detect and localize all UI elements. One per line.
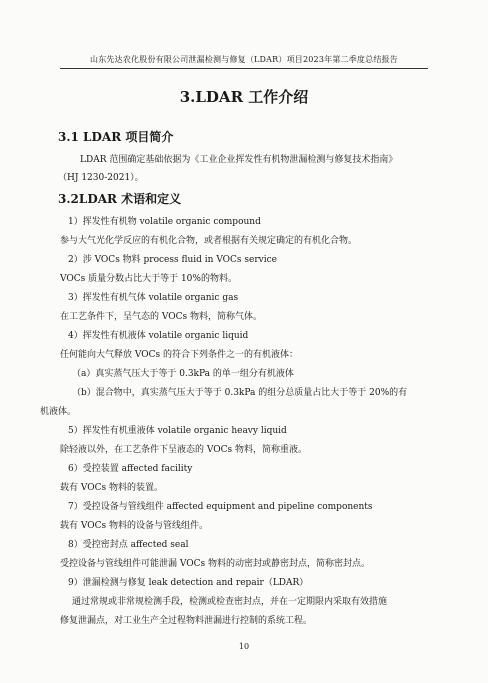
term-line: 7）受控设备与管线组件 affected equipment and pipeline components xyxy=(68,502,373,512)
condition-line: （a）真实蒸气压大于等于 0.3kPa 的单一组分有机液体 xyxy=(72,369,294,379)
header-rule xyxy=(60,68,428,69)
definition-line: 通过常规或非常规检测手段，检测或检查密封点，并在一定期限内采取有效措施 xyxy=(72,597,388,607)
running-header: 山东先达农化股份有限公司泄漏检测与修复（LDAR）项目2023年第二季度总结报告 xyxy=(90,55,398,64)
chapter-title: 3.LDAR 工作介绍 xyxy=(179,88,309,106)
section-heading-3-1: 3.1 LDAR 项目简介 xyxy=(58,130,174,144)
term-line: 6）受控装置 affected facility xyxy=(68,464,193,474)
term-line: 4）挥发性有机液体 volatile organic liquid xyxy=(68,331,249,341)
paragraph-line: LDAR 范围确定基础依据为《工业企业挥发性有机物泄漏检测与修复技术指南》 xyxy=(80,155,398,165)
definition-line: 参与大气光化学反应的有机化合物，或者根据有关规定确定的有机化合物。 xyxy=(60,236,358,246)
term-line: 2）涉 VOCs 物料 process fluid in VOCs service xyxy=(68,255,277,265)
definition-line: 载有 VOCs 物料的设备与管线组件。 xyxy=(60,521,208,531)
condition-line: （b）混合物中，真实蒸气压大于等于 0.3kPa 的组分总质量占比大于等于 20%的有 xyxy=(72,388,408,398)
definition-line: 受控设备与管线组件可能泄漏 VOCs 物料的动密封或静密封点，简称密封点。 xyxy=(60,559,370,569)
term-line: 3）挥发性有机气体 volatile organic gas xyxy=(68,293,239,303)
section-heading-3-2: 3.2LDAR 术语和定义 xyxy=(58,192,182,206)
definition-line: 修复泄漏点，对工业生产全过程物料泄漏进行控制的系统工程。 xyxy=(60,616,313,626)
paragraph-line: （HJ 1230-2021）。 xyxy=(58,173,144,183)
definition-line: 除轻液以外，在工艺条件下呈液态的 VOCs 物料，简称重液。 xyxy=(60,445,307,455)
continuation-line: 机液体。 xyxy=(40,407,77,417)
term-line: 1）挥发性有机物 volatile organic compound xyxy=(68,217,261,227)
definition-line: 在工艺条件下，呈气态的 VOCs 物料，简称气体。 xyxy=(60,312,262,322)
term-line: 8）受控密封点 affected seal xyxy=(68,540,189,550)
definition-line: 载有 VOCs 物料的装置。 xyxy=(60,483,163,493)
page-number: 10 xyxy=(238,642,250,651)
definition-line: VOCs 质量分数占比大于等于 10%的物料。 xyxy=(60,274,237,284)
definition-line: 任何能向大气释放 VOCs 的符合下列条件之一的有机液体： xyxy=(60,350,298,360)
term-line: 9）泄漏检测与修复 leak detection and repair（LDAR） xyxy=(68,578,309,588)
term-line: 5）挥发性有机重液体 volatile organic heavy liquid xyxy=(68,426,287,436)
